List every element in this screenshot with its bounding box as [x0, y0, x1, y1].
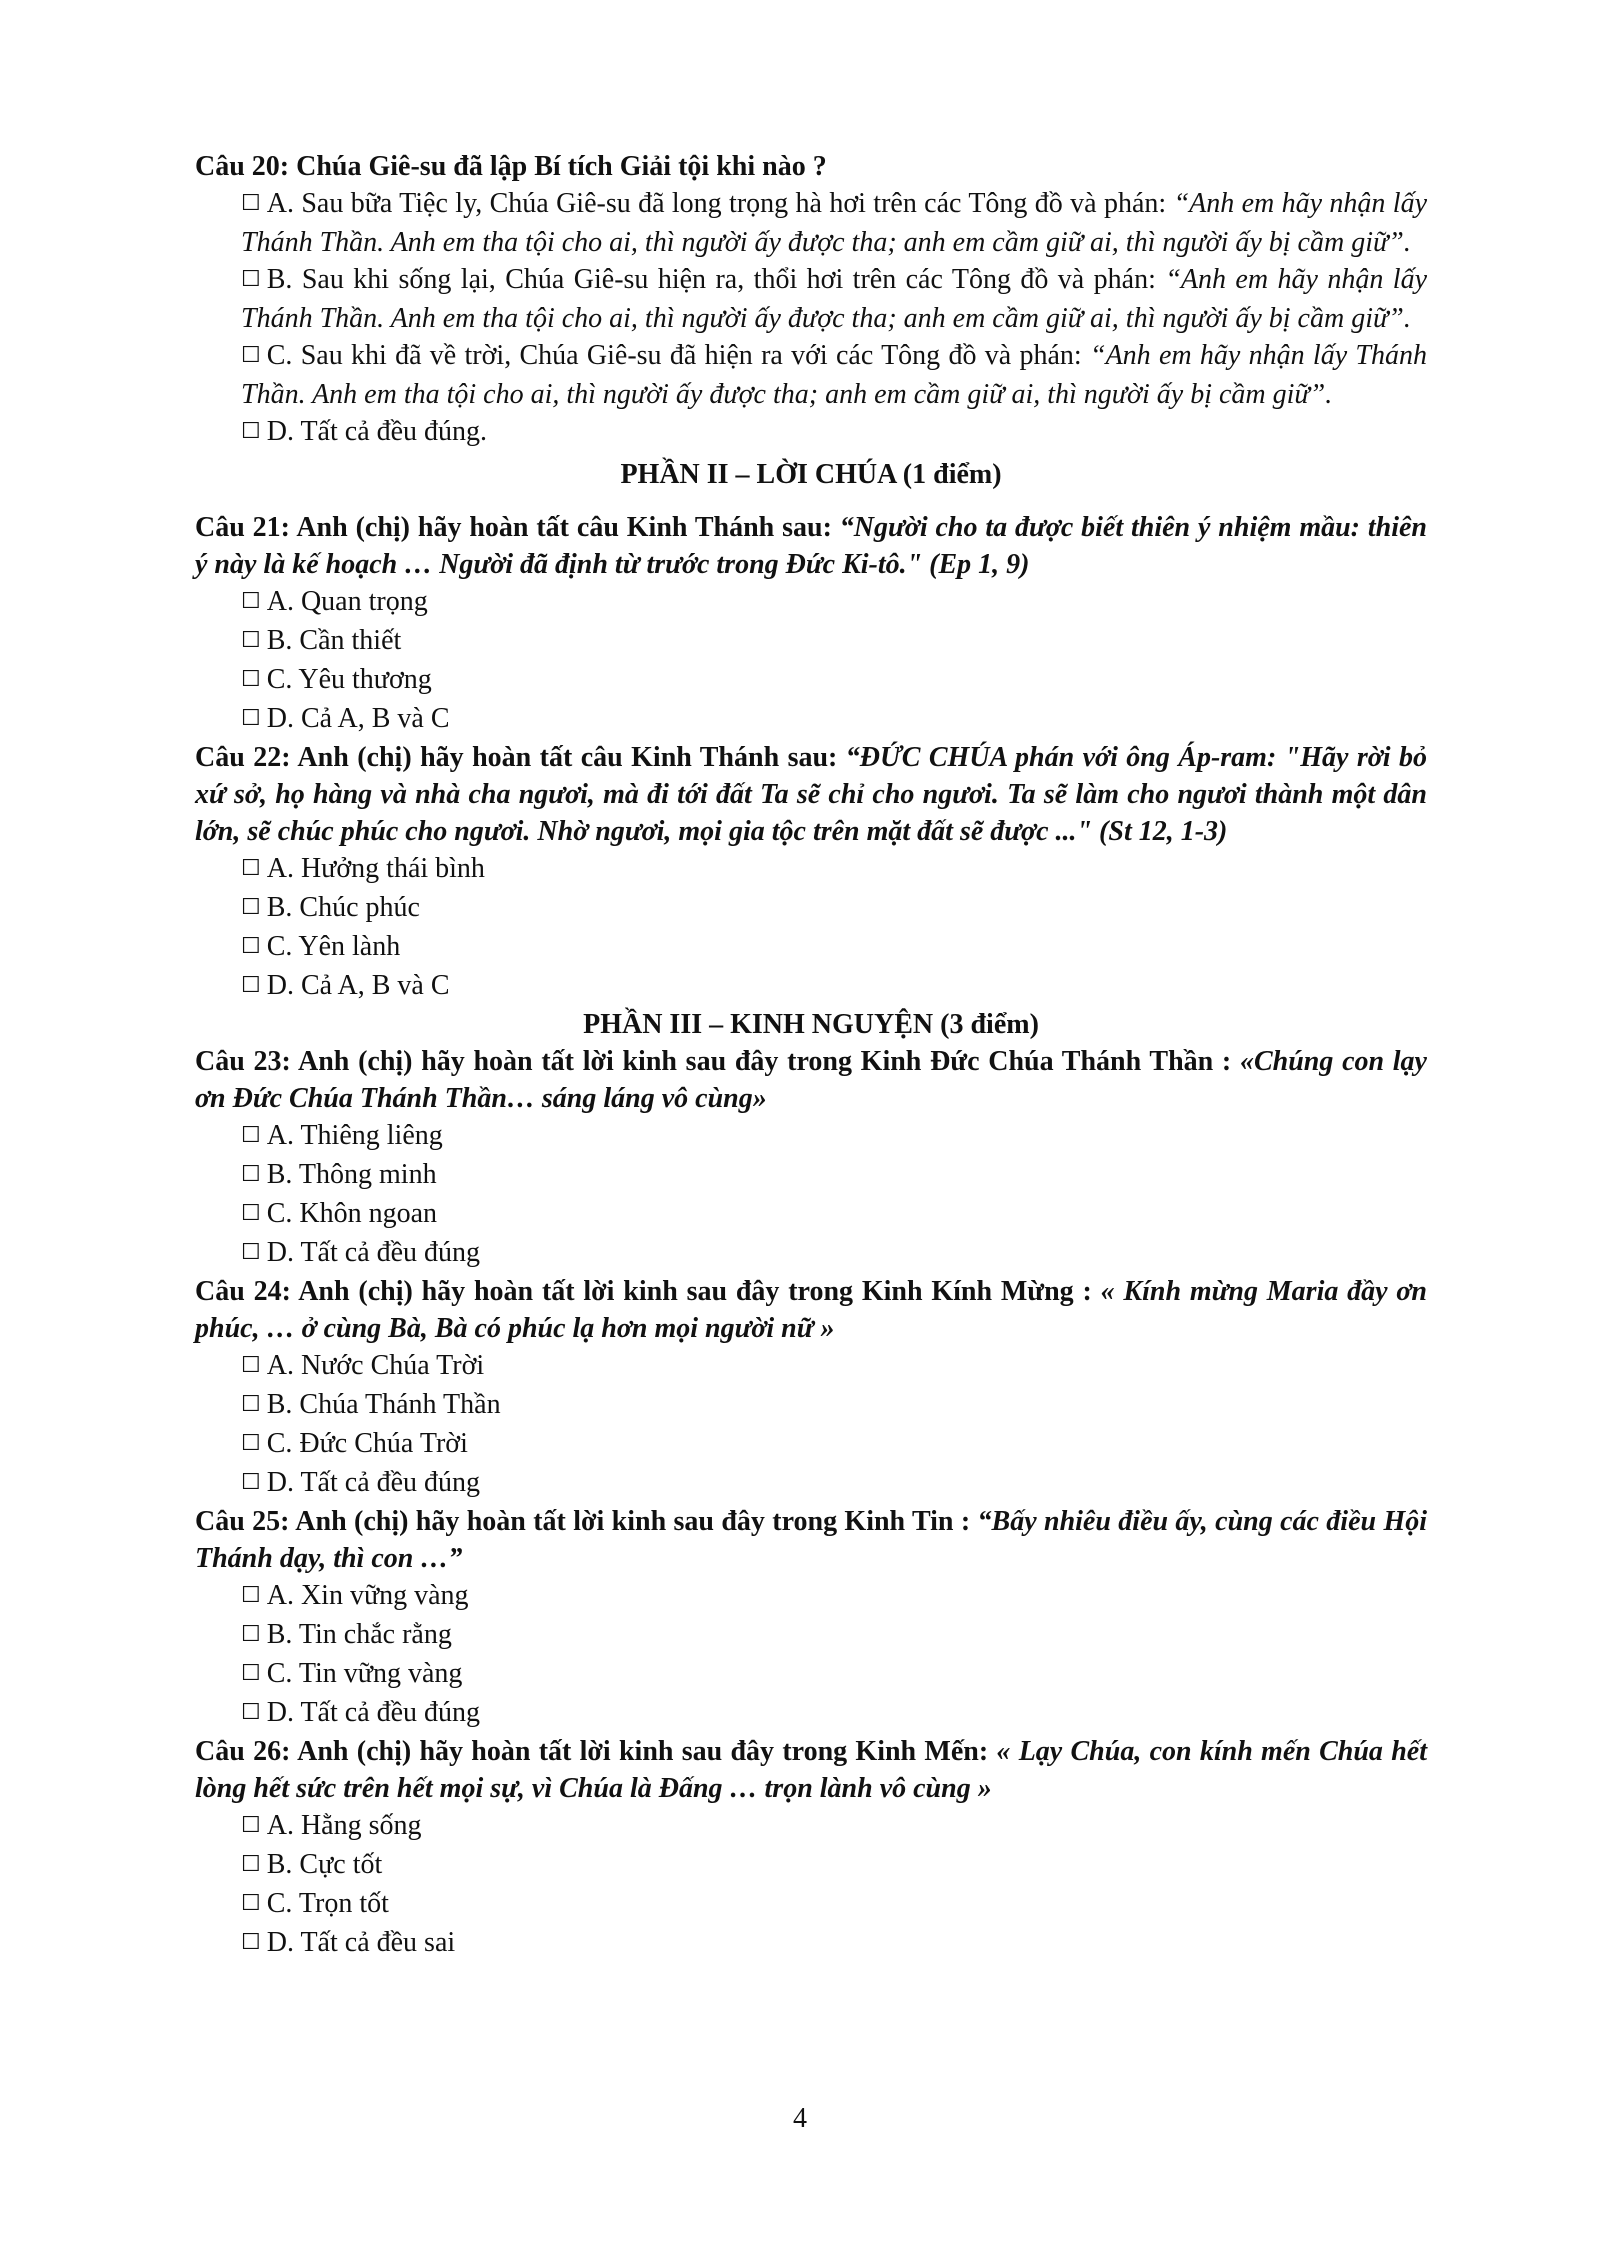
option-c[interactable] [241, 661, 1427, 700]
option-text: B. Thông minh [266, 1159, 437, 1190]
question-quote: “ĐỨC CHÚA phán với ông Áp-ram: "Hãy rời bỏ xứ sở, họ hàng và nhà cha ngươi, mà đi tới đất Ta sẽ chỉ cho ngươi. Ta sẽ làm cho ngươi thành một dân lớn, sẽ chúc phúc cho ngươi. Nhờ ngươi, mọi gia tộc trên mặt đất sẽ được ..." (St 12, 1-3) [195, 742, 1427, 847]
option-text: A. Xin vững vàng [266, 1580, 469, 1611]
option-text: C. Khôn ngoan [266, 1198, 438, 1229]
question-label: Câu 21: [195, 512, 290, 543]
option-a[interactable] [241, 1577, 1427, 1616]
option-c[interactable] [241, 337, 1427, 413]
option-c[interactable] [241, 1655, 1427, 1694]
option-text: D. Tất cả đều đúng [266, 1697, 481, 1728]
option-text: C. Đức Chúa Trời [266, 1428, 468, 1459]
option-text: D. Tất cả đều đúng. [266, 416, 488, 447]
checkbox-icon[interactable]: ☐ [241, 973, 261, 998]
question-label: Câu 25: [195, 1506, 290, 1537]
checkbox-icon[interactable]: ☐ [241, 667, 261, 692]
question-quote: «Chúng con lạy ơn Đức Chúa Thánh Thần… sáng láng vô cùng» [195, 1046, 1427, 1114]
checkbox-icon[interactable]: ☐ [241, 1583, 261, 1608]
option-text: A. Nước Chúa Trời [266, 1350, 485, 1381]
option-d[interactable] [241, 413, 1427, 452]
option-a[interactable] [241, 850, 1427, 889]
option-c[interactable] [241, 1425, 1427, 1464]
checkbox-icon[interactable]: ☐ [241, 1622, 261, 1647]
option-d[interactable] [241, 967, 1427, 1006]
checkbox-icon[interactable]: ☐ [241, 419, 261, 444]
option-text: B. Chúa Thánh Thần [266, 1389, 501, 1420]
question-label: Câu 26: [195, 1736, 291, 1767]
question-quote: « Kính mừng Maria đầy ơn phúc, … ở cùng Bà, Bà có phúc lạ hơn mọi người nữ » [195, 1276, 1427, 1344]
option-c[interactable] [241, 1885, 1427, 1924]
checkbox-icon[interactable]: ☐ [241, 1431, 261, 1456]
question-24 [195, 1273, 1427, 1503]
question-text: Anh (chị) hãy hoàn tất lời kinh sau đây trong Kinh Tin : [289, 1506, 978, 1537]
option-d[interactable] [241, 1924, 1427, 1963]
option-text: D. Tất cả đều đúng [266, 1237, 481, 1268]
checkbox-icon[interactable]: ☐ [241, 628, 261, 653]
checkbox-icon[interactable]: ☐ [241, 1123, 261, 1148]
page-number: 4 [793, 2103, 807, 2134]
question-label: Câu 20: [195, 151, 290, 182]
option-text: D. Cả A, B và C [266, 703, 450, 734]
checkbox-icon[interactable]: ☐ [241, 267, 261, 292]
question-label: Câu 24: [195, 1276, 291, 1307]
question-heading [195, 1733, 1427, 1807]
option-text: A. Quan trọng [266, 586, 428, 617]
checkbox-icon[interactable]: ☐ [241, 343, 261, 368]
option-b[interactable] [241, 1616, 1427, 1655]
checkbox-icon[interactable]: ☐ [241, 191, 261, 216]
question-quote: “Người cho ta được biết thiên ý nhiệm mầu: thiên ý này là kế hoạch … Người đã định từ trước trong Đức Ki-tô." (Ep 1, 9) [195, 512, 1427, 580]
checkbox-icon[interactable]: ☐ [241, 934, 261, 959]
option-c[interactable] [241, 928, 1427, 967]
option-text: C. Yêu thương [266, 664, 432, 695]
question-heading [195, 1273, 1427, 1347]
checkbox-icon[interactable]: ☐ [241, 1930, 261, 1955]
checkbox-icon[interactable]: ☐ [241, 1392, 261, 1417]
option-text: C. Trọn tốt [266, 1888, 389, 1919]
option-d[interactable] [241, 1234, 1427, 1273]
option-text: D. Tất cả đều đúng [266, 1467, 481, 1498]
question-heading [195, 509, 1427, 583]
question-heading [195, 1043, 1427, 1117]
option-quote: “Anh em hãy nhận lấy Thánh Thần. Anh em tha tội cho ai, thì người ấy được tha; anh em cầm giữ ai, thì người ấy bị cầm giữ”. [241, 188, 1428, 258]
option-d[interactable] [241, 700, 1427, 739]
question-label: Câu 22: [195, 742, 291, 773]
exam-page [195, 148, 1427, 1963]
option-text: B. Cực tốt [266, 1849, 383, 1880]
option-b[interactable] [241, 1846, 1427, 1885]
question-heading [195, 739, 1427, 850]
question-heading [195, 1503, 1427, 1577]
question-text: Chúa Giê-su đã lập Bí tích Giải tội khi nào ? [289, 151, 827, 182]
checkbox-icon[interactable]: ☐ [241, 1661, 261, 1686]
question-text: Anh (chị) hãy hoàn tất câu Kinh Thánh sau: [290, 742, 846, 773]
checkbox-icon[interactable]: ☐ [241, 895, 261, 920]
checkbox-icon[interactable]: ☐ [241, 1353, 261, 1378]
option-text: C. Yên lành [266, 931, 401, 962]
option-text: A. Sau bữa Tiệc ly, Chúa Giê-su đã long trọng hà hơi trên các Tông đồ và phán: [266, 188, 1174, 219]
option-text: A. Hưởng thái bình [266, 853, 485, 884]
question-label: Câu 23: [195, 1046, 291, 1077]
question-quote: « Lạy Chúa, con kính mến Chúa hết lòng hết sức trên hết mọi sự, vì Chúa là Đấng … trọn lành vô cùng » [195, 1736, 1427, 1804]
option-b[interactable] [241, 1156, 1427, 1195]
option-a[interactable] [241, 185, 1427, 261]
question-text: Anh (chị) hãy hoàn tất lời kinh sau đây trong Kinh Kính Mừng : [290, 1276, 1101, 1307]
option-c[interactable] [241, 1195, 1427, 1234]
option-quote: “Anh em hãy nhận lấy Thánh Thần. Anh em tha tội cho ai, thì người ấy được tha; anh em cầm giữ ai, thì người ấy bị cầm giữ”. [241, 264, 1427, 334]
checkbox-icon[interactable]: ☐ [241, 706, 261, 731]
option-text: B. Cần thiết [266, 625, 402, 656]
option-text: B. Chúc phúc [266, 892, 420, 923]
checkbox-icon[interactable]: ☐ [241, 1813, 261, 1838]
option-text: A. Hằng sống [266, 1810, 422, 1841]
option-text: D. Cả A, B và C [266, 970, 450, 1001]
option-a[interactable] [241, 1347, 1427, 1386]
question-text: Anh (chị) hãy hoàn tất lời kinh sau đây trong Kinh Đức Chúa Thánh Thần : [290, 1046, 1240, 1077]
option-b[interactable] [241, 622, 1427, 661]
option-a[interactable] [241, 1807, 1427, 1846]
question-quote: “Bấy nhiêu điều ấy, cùng các điều Hội Thánh dạy, thì con …” [195, 1506, 1427, 1574]
option-text: D. Tất cả đều sai [266, 1927, 456, 1958]
option-a[interactable] [241, 583, 1427, 622]
question-25 [195, 1503, 1427, 1733]
checkbox-icon[interactable]: ☐ [241, 589, 261, 614]
option-d[interactable] [241, 1464, 1427, 1503]
checkbox-icon[interactable]: ☐ [241, 1891, 261, 1916]
checkbox-icon[interactable]: ☐ [241, 1240, 261, 1265]
checkbox-icon[interactable]: ☐ [241, 1700, 261, 1725]
question-23 [195, 1043, 1427, 1273]
checkbox-icon[interactable]: ☐ [241, 856, 261, 881]
question-22 [195, 739, 1427, 1006]
checkbox-icon[interactable]: ☐ [241, 1470, 261, 1495]
option-text: B. Sau khi sống lại, Chúa Giê-su hiện ra, thổi hơi trên các Tông đồ và phán: [266, 264, 1166, 295]
question-26 [195, 1733, 1427, 1963]
checkbox-icon[interactable]: ☐ [241, 1162, 261, 1187]
option-text: C. Tin vững vàng [266, 1658, 463, 1689]
section-2-title: PHẦN II – LỜI CHÚA (1 điểm) [620, 459, 1002, 490]
question-21 [195, 509, 1427, 739]
option-text: A. Thiêng liêng [266, 1120, 443, 1151]
section-3-title: PHẦN III – KINH NGUYỆN (3 điểm) [583, 1009, 1039, 1040]
question-20 [195, 148, 1427, 452]
question-text: Anh (chị) hãy hoàn tất câu Kinh Thánh sau: [290, 512, 840, 543]
option-d[interactable] [241, 1694, 1427, 1733]
question-heading [195, 148, 1427, 185]
option-b[interactable] [241, 889, 1427, 928]
checkbox-icon[interactable]: ☐ [241, 1201, 261, 1226]
option-a[interactable] [241, 1117, 1427, 1156]
option-quote: “Anh em hãy nhận lấy Thánh Thần. Anh em tha tội cho ai, thì người ấy được tha; anh em cầm giữ ai, thì người ấy bị cầm giữ”. [241, 340, 1428, 410]
option-text: B. Tin chắc rằng [266, 1619, 452, 1650]
option-text: C. Sau khi đã về trời, Chúa Giê-su đã hiện ra với các Tông đồ và phán: [266, 340, 1090, 371]
option-b[interactable] [241, 1386, 1427, 1425]
question-text: Anh (chị) hãy hoàn tất lời kinh sau đây trong Kinh Mến: [290, 1736, 997, 1767]
checkbox-icon[interactable]: ☐ [241, 1852, 261, 1877]
option-b[interactable] [241, 261, 1427, 337]
